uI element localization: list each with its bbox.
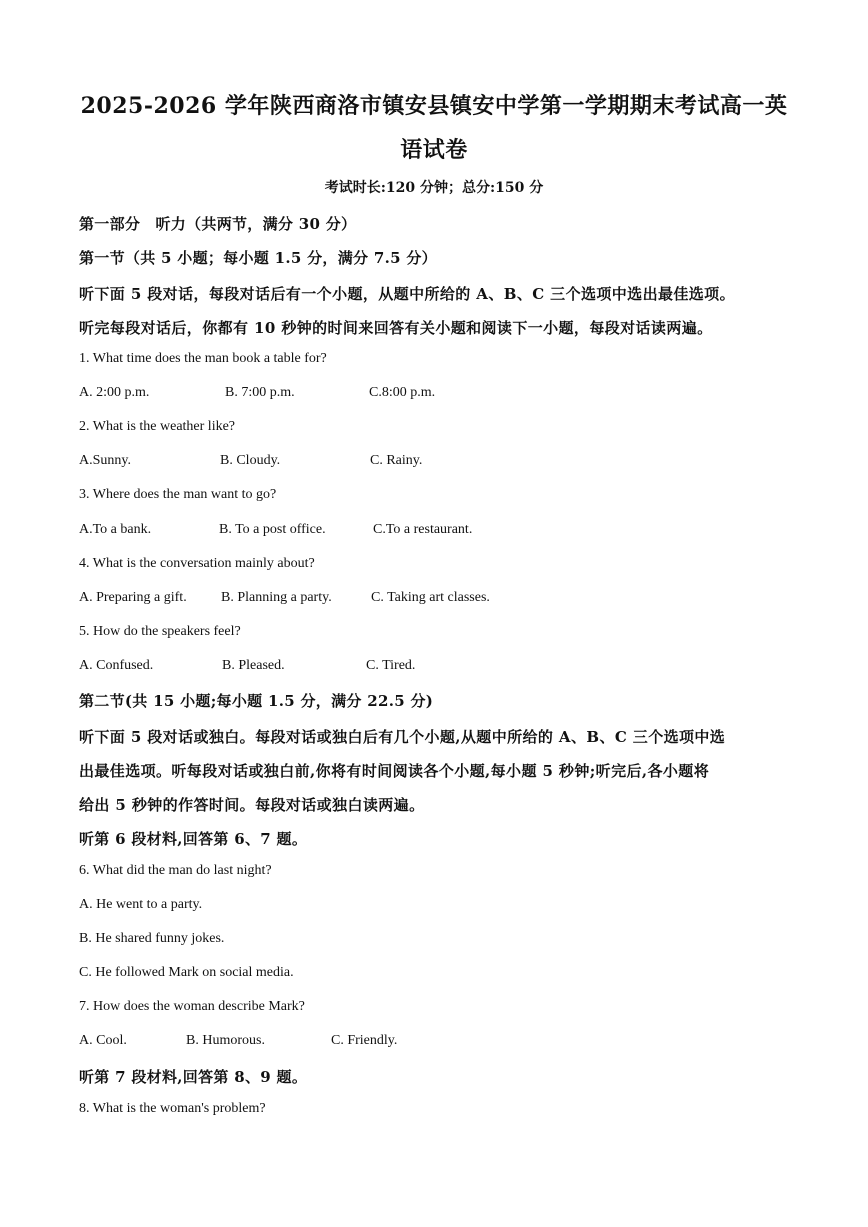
option-a: A. Preparing a gift.	[79, 590, 187, 605]
option-a: A.Sunny.	[79, 453, 131, 468]
group7-heading: 听第 7 段材料,回答第 8、9 题。	[79, 1068, 308, 1086]
section1-instruction: 听完每段对话后，你都有 10 秒钟的时间来回答有关小题和阅读下一小题，每段对话读两遍。	[79, 319, 713, 337]
option-b: B. Cloudy.	[220, 453, 281, 468]
section2-instruction: 给出 5 秒钟的作答时间。每段对话或独白读两遍。	[79, 796, 425, 814]
question-7: 7. How does the woman describe Mark?	[79, 999, 305, 1014]
option-b: B. 7:00 p.m.	[225, 385, 295, 400]
option-a: A. Cool.	[79, 1033, 127, 1048]
option-b: B. Pleased.	[222, 658, 285, 673]
option-c: C.8:00 p.m.	[369, 385, 436, 400]
question-2: 2. What is the weather like?	[79, 419, 236, 434]
question-3: 3. Where does the man want to go?	[79, 487, 277, 502]
option-a: A.To a bank.	[79, 522, 152, 537]
question-6-option-a: A. He went to a party.	[79, 897, 203, 912]
question-8: 8. What is the woman's problem?	[79, 1101, 266, 1116]
option-b: B. Humorous.	[186, 1033, 265, 1048]
option-c: C. Taking art classes.	[371, 590, 490, 605]
exam-title-line1: 2025-2026 学年陕西商洛市镇安县镇安中学第一学期期末考试高一英	[80, 93, 788, 119]
group6-heading: 听第 6 段材料,回答第 6、7 题。	[79, 830, 308, 848]
question-6: 6. What did the man do last night?	[79, 863, 272, 878]
option-b: B. Planning a party.	[221, 590, 332, 605]
question-4: 4. What is the conversation mainly about?	[79, 556, 315, 571]
section2-instruction: 出最佳选项。听每段对话或独白前,你将有时间阅读各个小题,每小题 5 秒钟;听完后,各小题将	[79, 762, 710, 780]
section1-heading: 第一节（共 5 小题；每小题 1.5 分，满分 7.5 分）	[79, 249, 437, 267]
section2-instruction: 听下面 5 段对话或独白。每段对话或独白后有几个小题,从题中所给的 A、B、C 三个选项中选	[79, 728, 726, 746]
section1-instruction: 听下面 5 段对话，每段对话后有一个小题，从题中所给的 A、B、C 三个选项中选出最佳选项。	[79, 285, 735, 303]
question-5: 5. How do the speakers feel?	[79, 624, 241, 639]
section2-heading: 第二节(共 15 小题;每小题 1.5 分，满分 22.5 分)	[79, 692, 434, 710]
option-a: A. 2:00 p.m.	[79, 385, 150, 400]
option-b: B. To a post office.	[219, 522, 326, 537]
option-c: C. Tired.	[366, 658, 416, 673]
question-1: 1. What time does the man book a table for?	[79, 351, 327, 366]
question-6-option-b: B. He shared funny jokes.	[79, 931, 225, 946]
exam-meta: 考试时长:120 分钟；总分:150 分	[324, 180, 544, 196]
exam-title-line2: 语试卷	[400, 137, 468, 163]
option-a: A. Confused.	[79, 658, 154, 673]
question-6-option-c: C. He followed Mark on social media.	[79, 965, 294, 980]
part1-heading: 第一部分 听力（共两节，满分 30 分）	[79, 215, 357, 233]
option-c: C. Rainy.	[370, 453, 423, 468]
option-c: C. Friendly.	[331, 1033, 398, 1048]
option-c: C.To a restaurant.	[373, 522, 473, 537]
